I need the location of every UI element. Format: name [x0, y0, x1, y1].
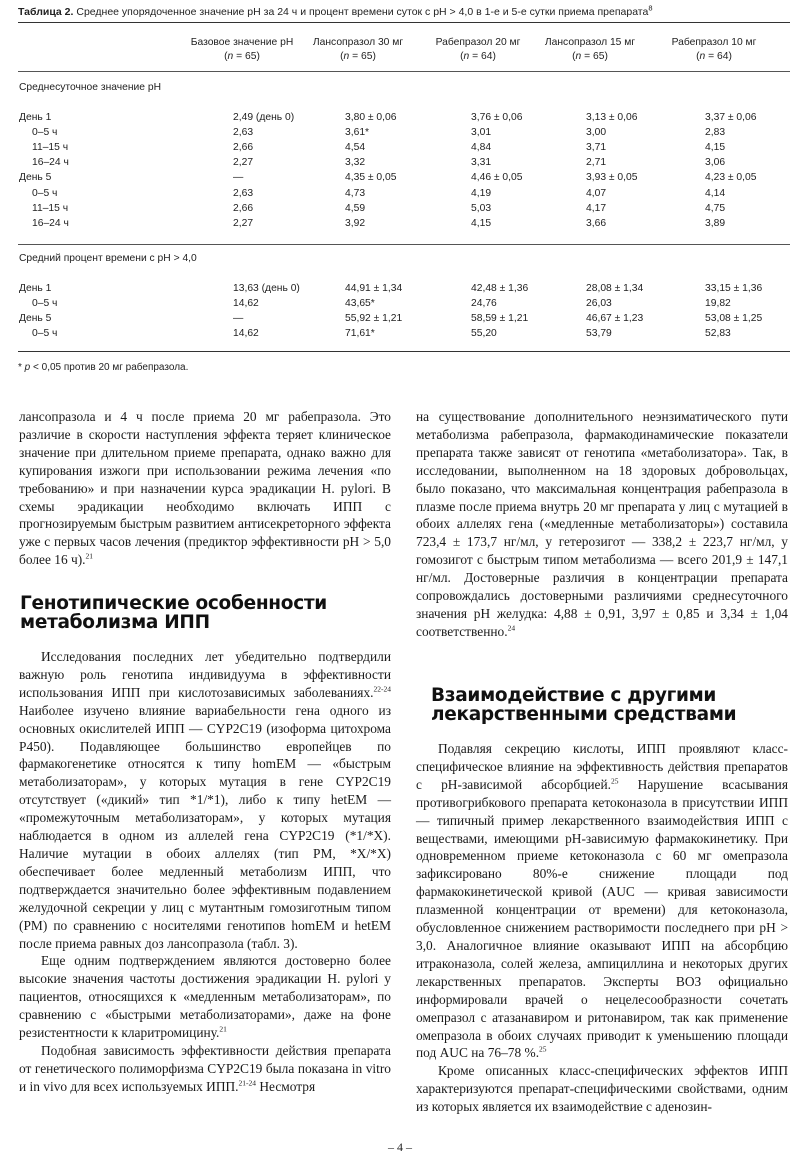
- column-header-n: (n = 65): [340, 51, 376, 62]
- n-sep: =: [469, 51, 481, 62]
- table-cell: 4,17: [586, 202, 607, 214]
- row-label: 0–5 ч: [32, 298, 58, 310]
- right-p2-ref: 25: [610, 776, 619, 786]
- table-caption-text: Среднее упорядоченное значение pH за 24 ч и процент времени суток с pH > 4,0 в 1-е и 5-е сутки приема препарата: [73, 6, 649, 18]
- table-cell: 43,65*: [345, 298, 375, 310]
- right-p2b-ref: 25: [539, 1044, 547, 1054]
- table-footnote: [18, 362, 188, 373]
- table-row: [0, 111, 800, 125]
- n-label: n: [343, 51, 350, 62]
- table-cell: 3,93 ± 0,05: [586, 172, 638, 184]
- footnote-star: *: [18, 362, 25, 373]
- table-cell: 4,23 ± 0,05: [705, 172, 757, 184]
- left-p3-ref: 21: [219, 1024, 227, 1034]
- table-cell: 4,15: [705, 142, 726, 154]
- n-value: 65: [361, 51, 373, 62]
- row-label: День 5: [19, 172, 52, 184]
- table-cell: 4,35 ± 0,05: [345, 172, 397, 184]
- table-cell: 2,83: [705, 127, 726, 139]
- table-cell: 3,61*: [345, 127, 370, 139]
- table-row: [0, 171, 800, 185]
- left-paragraph-3: [19, 952, 391, 1042]
- table-cell: 2,71: [586, 157, 607, 169]
- table-cell: 2,63: [233, 127, 254, 139]
- row-label: 11–15 ч: [32, 142, 69, 154]
- table-cell: 3,66: [586, 217, 607, 229]
- table-column-header: [177, 36, 307, 64]
- table-cell: 2,27: [233, 217, 254, 229]
- table-cell: 2,49 (день 0): [233, 112, 295, 123]
- left-p1-text: лансопразола и 4 ч после приема 20 мг рабепразола. Это различие в скорости наступления эффекта теряет клиническое значение при длительном приеме препарата, однако важно для купирования изжоги при использовании режима лечения «по требованию» и при назначении курса эрадикации H. pylori. В схемы эрадикации необходимо включать ИПП с прогнозируемым быстрым развитием антисекреторного эффекта уже с первых часов лечения (предиктор эффективности pH > 5,0 более 16 ч).: [19, 409, 391, 568]
- table-cell: 3,32: [345, 157, 366, 169]
- right-p1-ref: 24: [507, 623, 516, 633]
- table-cell: —: [233, 313, 244, 325]
- table-cell: 5,03: [471, 202, 492, 214]
- n-sep: =: [349, 51, 361, 62]
- left-paragraph-1: [19, 408, 391, 569]
- table-caption: [18, 5, 788, 19]
- table-row: [0, 312, 800, 326]
- column-header-n: (n = 64): [460, 51, 496, 62]
- column-header-n: (n = 64): [696, 51, 732, 62]
- heading-interactions-line2: лекарственными средствами: [431, 704, 737, 725]
- table-cell: 3,01: [471, 127, 492, 139]
- left-p2-text: Исследования последних лет убедительно подтвердили важную роль генотипа индивидуума в эффективности использования ИПП при кислотозависимых заболеваниях.: [19, 649, 391, 700]
- left-p4b-text: Несмотря: [256, 1078, 316, 1094]
- table-cell: 24,76: [471, 298, 497, 310]
- row-label: 11–15 ч: [32, 202, 69, 214]
- table-cell: 4,73: [345, 187, 366, 199]
- table-rule-middle: [18, 244, 790, 245]
- row-label: 0–5 ч: [32, 187, 58, 199]
- n-label: n: [227, 51, 234, 62]
- table-cell: 4,84: [471, 142, 492, 154]
- table-column-header: [413, 36, 543, 64]
- left-p2b-text: Наиболее изучено влияние вариабельности гена одного из основных окислителей ИПП — CYP2C19 (изоформа цитохрома P450). Подавляющее большинство европейцев по фармакогенетике относятся к типу homEM — «быстрым метаболизаторам», у которых мутация в гене CYP2C19 отсутствует («дикий» тип *1/*1), либо к типу hetEM — «промежуточным метаболизаторам», у которых мутация наблюдается в одном из аллелей гена CYP2C19 (*1/*X). Наличие мутации в обоих аллелях (тип PM, *X/*X) обеспечивает более медленный метаболизм ИПП, что подтверждается значительно более эффективным подавлением желудочной секреции у лиц с мутантным гомозиготным типом (PM) по сравнению с носителями генотипов homEM и hetEM после приема равных доз лансопразола (табл. 3).: [19, 702, 391, 951]
- row-label: 0–5 ч: [32, 127, 58, 139]
- table-row: [0, 141, 800, 155]
- n-value: 65: [593, 51, 605, 62]
- table-cell: 3,71: [586, 142, 607, 154]
- table-column-header: [293, 36, 423, 64]
- table-cell: 3,89: [705, 217, 726, 229]
- table-cell: 4,46 ± 0,05: [471, 172, 523, 184]
- table-row: [0, 126, 800, 140]
- right-column: [416, 408, 788, 641]
- row-label: 16–24 ч: [32, 217, 69, 229]
- column-header-name: Рабепразол 10 мг: [671, 37, 757, 48]
- table-rule-top: [18, 22, 790, 23]
- column-header-n: (n = 65): [224, 51, 260, 62]
- table-cell: 46,67 ± 1,23: [586, 313, 644, 325]
- left-p2-ref: 22-24: [373, 684, 391, 694]
- right-paragraph-3: [416, 1062, 788, 1116]
- table-caption-title: Таблица 2.: [18, 6, 74, 18]
- n-sep: =: [705, 51, 717, 62]
- table-column-header: [649, 36, 779, 64]
- table-cell: 33,15 ± 1,36: [705, 283, 763, 294]
- table-cell: 2,66: [233, 142, 254, 154]
- table-cell: 28,08 ± 1,34: [586, 283, 644, 294]
- n-value: 64: [717, 51, 729, 62]
- left-p1-ref: 21: [85, 551, 94, 561]
- table-cell: 4,59: [345, 202, 366, 214]
- n-label: n: [575, 51, 582, 62]
- table-row: [0, 297, 800, 311]
- table-cell: 3,13 ± 0,06: [586, 112, 638, 123]
- right-p3-text: Кроме описанных класс-специфических эффектов ИПП характеризуются препарат-специфическими свойствами, одним из которых является их взаимодействие с аденозин-: [416, 1063, 788, 1115]
- left-column-lower: [19, 648, 391, 1096]
- right-column-lower: [416, 740, 788, 1116]
- table-caption-ref: 8: [648, 3, 653, 13]
- table-cell: 13,63 (день 0): [233, 283, 300, 294]
- table-cell: 14,62: [233, 298, 259, 310]
- table-column-header: [525, 36, 655, 64]
- table-cell: 3,00: [586, 127, 607, 139]
- n-value: 64: [481, 51, 493, 62]
- table-row: [0, 282, 800, 296]
- table-cell: 2,27: [233, 157, 254, 169]
- table-cell: 52,83: [705, 328, 731, 340]
- left-paragraph-2: [19, 648, 391, 952]
- right-p1-text: на существование дополнительного неэнзиматического пути метаболизма рабепразола, фармакодинамические показатели препарата также зависят от генотипа «метаболизатора». Так, в исследовании, выполненном на 18 здоровых добровольцах, было показано, что максимальная концентрация рабепразола в плазме после приема внутрь 20 мг препарата у лиц с мутацией в обоих аллелях гена («медленные метаболизаторы») составила 723,4 ± 173,7 нг/мл, у гетерозигот — 338,2 ± 223,7 нг/мл, у гомозигот с быстрым типом метаболизма — всего 201,9 ± 147,1 нг/мл. Достоверные различия в концентрации препарата сопровождались достоверными различиями среднесуточного значения pH желудка: 4,88 ± 0,91, 3,97 ± 0,85 и 3,34 ± 1,04 соответственно.: [416, 409, 788, 639]
- heading-interactions: [431, 686, 736, 724]
- table-row: [0, 187, 800, 201]
- table-row: [0, 217, 800, 231]
- table-cell: 44,91 ± 1,34: [345, 283, 403, 294]
- table-cell: 4,07: [586, 187, 607, 199]
- footnote-p: p: [24, 362, 31, 373]
- table-cell: 58,59 ± 1,21: [471, 313, 529, 325]
- column-header-name: Рабепразол 20 мг: [435, 37, 521, 48]
- table-cell: 55,92 ± 1,21: [345, 313, 403, 325]
- table-cell: 26,03: [586, 298, 612, 310]
- row-label: День 1: [19, 283, 52, 294]
- left-p4-text: Подобная зависимость эффективности действия препарата от генетического полиморфизма CYP2C19 была показана in vitro и in vivo для всех используемых ИПП.: [19, 1042, 391, 1094]
- table-cell: 55,20: [471, 328, 497, 340]
- table-cell: 4,15: [471, 217, 492, 229]
- left-p3-text: Еще одним подтверждением являются достоверно более высокие значения частоты достижения эрадикации H. pylori у пациентов, относящихся к «медленным метаболизаторам», по сравнению с «быстрыми метаболизаторами», даже на фоне резистентности к кларитромицину.: [19, 953, 391, 1041]
- table-cell: 4,75: [705, 202, 726, 214]
- column-header-name: Лансопразол 15 мг: [544, 37, 636, 48]
- table-cell: 42,48 ± 1,36: [471, 283, 529, 294]
- n-label: n: [463, 51, 470, 62]
- row-label: 0–5 ч: [32, 328, 58, 340]
- left-column: [19, 408, 391, 569]
- table-rule-header: [18, 71, 790, 72]
- table-cell: 53,79: [586, 328, 612, 340]
- table-cell: 4,19: [471, 187, 492, 199]
- heading-genotype-line2: метаболизма ИПП: [20, 612, 210, 633]
- right-p2b-text: Нарушение всасывания противогрибкового препарата кетоконазола в присутствии ИПП — типичный пример лекарственного взаимодействия ИПП с веществами, имеющими pH-зависимую фармакокинетику. При одновременном приеме кетоконазола с 60 мг омепразола зафиксировано 80%-е снижение площади под фармакокинетической кривой (AUC — кривая зависимости плазменной концентрации от времени) для кетоконазола, обусловленное снижением растворимости последнего при pH > 3,0. Аналогичное влияние оказывают ИПП на абсорбцию итраконазола, солей железа, ампициллина и некоторых других лекарственных препаратов. Эксперты ВОЗ официально информировали врачей о нецелесообразности сочетать омепразол с атазанавиром и ритонавиром, так как применение омепразола в обоих случаях приводит к уменьшению площади под AUC на 76–78 %.: [416, 776, 789, 1061]
- row-label: День 5: [19, 313, 52, 325]
- footnote-text: < 0,05 против 20 мг рабепразола.: [30, 362, 189, 373]
- table-cell: 4,14: [705, 187, 726, 199]
- table-cell: 2,66: [233, 202, 254, 214]
- right-p2-text: Подавляя секрецию кислоты, ИПП проявляют класс-специфическое влияние на эффективность действия препаратов с pH-зависимой абсорбцией.: [416, 741, 788, 792]
- row-label: День 1: [19, 112, 52, 123]
- n-sep: =: [233, 51, 245, 62]
- left-p4-ref: 21-24: [238, 1078, 257, 1088]
- heading-genotype-line1: Генотипические особенности: [20, 593, 327, 614]
- table-rule-bottom: [18, 351, 790, 352]
- table-row: [0, 156, 800, 170]
- table-section-mean-ph: Среднесуточное значение pH: [19, 82, 162, 93]
- table-cell: 3,37 ± 0,06: [705, 112, 757, 123]
- table-cell: 53,08 ± 1,25: [705, 313, 763, 325]
- heading-interactions-line1: Взаимодействие с другими: [431, 685, 717, 706]
- row-label: 16–24 ч: [32, 157, 69, 169]
- page-number: – 4 –: [388, 1140, 412, 1154]
- table-row: [0, 327, 800, 341]
- table-cell: 3,92: [345, 217, 366, 229]
- table-section-percent-time: Средний процент времени с pH > 4,0: [19, 253, 197, 264]
- table-cell: 3,06: [705, 157, 726, 169]
- left-paragraph-4: [19, 1042, 391, 1096]
- column-header-name: Лансопразол 30 мг: [312, 37, 404, 48]
- n-sep: =: [581, 51, 593, 62]
- table-cell: 4,54: [345, 142, 366, 154]
- table-cell: —: [233, 172, 244, 184]
- right-paragraph-1: [416, 408, 788, 641]
- n-label: n: [699, 51, 706, 62]
- table-cell: 14,62: [233, 328, 259, 340]
- table-cell: 3,76 ± 0,06: [471, 112, 523, 123]
- table-cell: 71,61*: [345, 328, 375, 340]
- column-header-n: (n = 65): [572, 51, 608, 62]
- table-cell: 2,63: [233, 187, 254, 199]
- column-header-name: Базовое значение pH: [190, 37, 294, 48]
- right-paragraph-2: [416, 740, 788, 1062]
- heading-genotype: [20, 594, 327, 632]
- n-value: 65: [245, 51, 257, 62]
- table-row: [0, 202, 800, 216]
- table-cell: 3,31: [471, 157, 492, 169]
- table-cell: 19,82: [705, 298, 731, 310]
- table-cell: 3,80 ± 0,06: [345, 112, 397, 123]
